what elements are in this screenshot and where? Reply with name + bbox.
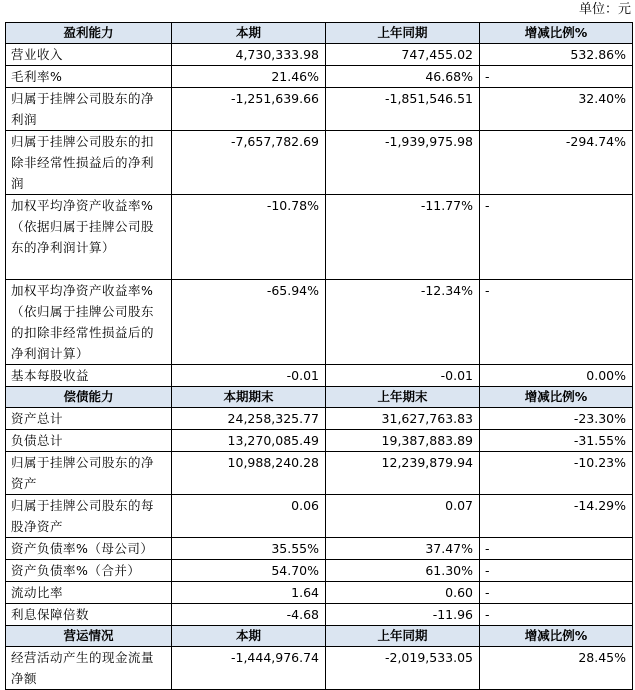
value-change: - bbox=[480, 66, 633, 88]
value-prior: 0.60 bbox=[326, 582, 480, 604]
table-row bbox=[6, 538, 633, 560]
value-change: - bbox=[480, 582, 633, 604]
section-title: 盈利能力 bbox=[6, 23, 172, 44]
column-header-current: 本期期末 bbox=[172, 387, 326, 408]
table-row bbox=[6, 604, 633, 626]
table-row bbox=[6, 430, 633, 452]
value-prior: -2,019,533.05 bbox=[326, 647, 480, 690]
value-current: 24,258,325.77 bbox=[172, 408, 326, 430]
value-current: 10,988,240.28 bbox=[172, 452, 326, 495]
value-prior: 12,239,879.94 bbox=[326, 452, 480, 495]
value-change: -23.30% bbox=[480, 408, 633, 430]
table-row bbox=[6, 88, 633, 131]
table-row bbox=[6, 44, 633, 66]
row-label: 营业收入 bbox=[6, 44, 172, 66]
row-label: 加权平均净资产收益率%（依据归属于挂牌公司股东的净利润计算） bbox=[6, 195, 172, 280]
value-prior: 46.68% bbox=[326, 66, 480, 88]
value-change: -31.55% bbox=[480, 430, 633, 452]
value-current: 54.70% bbox=[172, 560, 326, 582]
row-label: 归属于挂牌公司股东的净利润 bbox=[6, 88, 172, 131]
value-change: - bbox=[480, 280, 633, 365]
table-row bbox=[6, 280, 633, 365]
column-header-current: 本期 bbox=[172, 23, 326, 44]
value-current: 13,270,085.49 bbox=[172, 430, 326, 452]
section-header-row bbox=[6, 626, 633, 647]
value-current: 1.64 bbox=[172, 582, 326, 604]
column-header-prior: 上年同期 bbox=[326, 626, 480, 647]
value-current: -1,251,639.66 bbox=[172, 88, 326, 131]
row-label: 归属于挂牌公司股东的净资产 bbox=[6, 452, 172, 495]
value-prior: -11.77% bbox=[326, 195, 480, 280]
row-label: 加权平均净资产收益率%（依归属于挂牌公司股东的扣除非经常性损益后的净利润计算） bbox=[6, 280, 172, 365]
column-header-prior: 上年同期 bbox=[326, 23, 480, 44]
table-row bbox=[6, 495, 633, 538]
value-change: - bbox=[480, 195, 633, 280]
value-prior: -11.96 bbox=[326, 604, 480, 626]
table-row bbox=[6, 582, 633, 604]
table-row bbox=[6, 560, 633, 582]
value-change: 0.00% bbox=[480, 365, 633, 387]
value-prior: -1,939,975.98 bbox=[326, 131, 480, 195]
value-prior: 19,387,883.89 bbox=[326, 430, 480, 452]
table-row bbox=[6, 195, 633, 280]
row-label: 负债总计 bbox=[6, 430, 172, 452]
value-prior: -12.34% bbox=[326, 280, 480, 365]
value-prior: 0.07 bbox=[326, 495, 480, 538]
row-label: 资产总计 bbox=[6, 408, 172, 430]
table-row bbox=[6, 66, 633, 88]
column-header-prior: 上年期末 bbox=[326, 387, 480, 408]
value-change: - bbox=[480, 560, 633, 582]
value-current: -4.68 bbox=[172, 604, 326, 626]
value-current: 21.46% bbox=[172, 66, 326, 88]
table-row bbox=[6, 131, 633, 195]
value-current: 35.55% bbox=[172, 538, 326, 560]
value-change: 32.40% bbox=[480, 88, 633, 131]
value-current: -65.94% bbox=[172, 280, 326, 365]
value-current: -10.78% bbox=[172, 195, 326, 280]
value-change: -10.23% bbox=[480, 452, 633, 495]
value-change: 28.45% bbox=[480, 647, 633, 690]
section-title: 偿债能力 bbox=[6, 387, 172, 408]
row-label: 基本每股收益 bbox=[6, 365, 172, 387]
section-header-row bbox=[6, 387, 633, 408]
row-label: 归属于挂牌公司股东的扣除非经常性损益后的净利润 bbox=[6, 131, 172, 195]
value-prior: -0.01 bbox=[326, 365, 480, 387]
column-header-current: 本期 bbox=[172, 626, 326, 647]
value-current: -0.01 bbox=[172, 365, 326, 387]
section-title: 营运情况 bbox=[6, 626, 172, 647]
value-prior: 61.30% bbox=[326, 560, 480, 582]
table-row bbox=[6, 365, 633, 387]
value-change: - bbox=[480, 604, 633, 626]
row-label: 利息保障倍数 bbox=[6, 604, 172, 626]
value-current: 4,730,333.98 bbox=[172, 44, 326, 66]
row-label: 归属于挂牌公司股东的每股净资产 bbox=[6, 495, 172, 538]
row-label: 资产负债率%（合并） bbox=[6, 560, 172, 582]
value-change: - bbox=[480, 538, 633, 560]
table-row bbox=[6, 452, 633, 495]
value-prior: 31,627,763.83 bbox=[326, 408, 480, 430]
value-change: -294.74% bbox=[480, 131, 633, 195]
column-header-change: 增减比例% bbox=[480, 626, 633, 647]
value-current: -7,657,782.69 bbox=[172, 131, 326, 195]
value-change: -14.29% bbox=[480, 495, 633, 538]
value-prior: -1,851,546.51 bbox=[326, 88, 480, 131]
value-change: 532.86% bbox=[480, 44, 633, 66]
table-row bbox=[6, 408, 633, 430]
value-current: 0.06 bbox=[172, 495, 326, 538]
row-label: 流动比率 bbox=[6, 582, 172, 604]
row-label: 毛利率% bbox=[6, 66, 172, 88]
value-prior: 37.47% bbox=[326, 538, 480, 560]
table-row bbox=[6, 647, 633, 690]
column-header-change: 增减比例% bbox=[480, 387, 633, 408]
unit-label: 单位：元 bbox=[578, 2, 631, 17]
column-header-change: 增减比例% bbox=[480, 23, 633, 44]
row-label: 经营活动产生的现金流量净额 bbox=[6, 647, 172, 690]
financial-indicators-table bbox=[5, 22, 633, 690]
value-prior: 747,455.02 bbox=[326, 44, 480, 66]
row-label: 资产负债率%（母公司） bbox=[6, 538, 172, 560]
value-current: -1,444,976.74 bbox=[172, 647, 326, 690]
section-header-row bbox=[6, 23, 633, 44]
